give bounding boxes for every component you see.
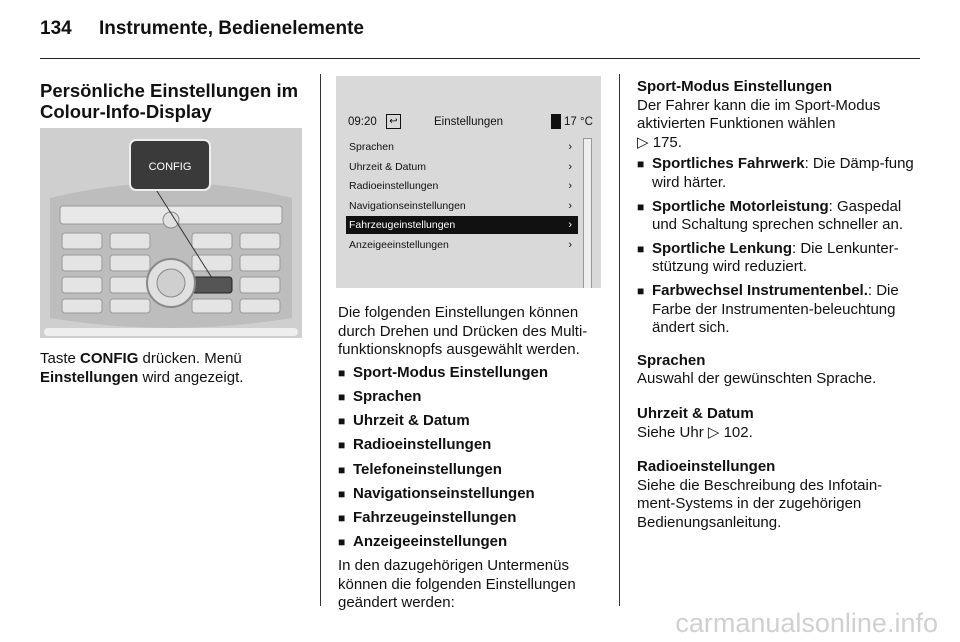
- sprachen-text: Auswahl der gewünschten Sprache.: [637, 370, 877, 388]
- chevron-right-icon: ›: [568, 180, 572, 192]
- caption-text-2: drücken. Menü: [138, 350, 242, 367]
- display-menu-item[interactable]: [346, 216, 578, 234]
- chevron-right-icon: ›: [568, 199, 572, 212]
- sport-ref: 175.: [652, 133, 682, 151]
- uhr-ref: 102.: [723, 423, 753, 441]
- display-screenshot: [336, 76, 601, 288]
- left-column: [40, 80, 308, 122]
- intro-paragraph: Die folgenden Einstellungen können durch Drehen und Drücken des Multi-funktionsknopfs ausgewählt werden.: [338, 304, 588, 359]
- display-menu-item-label: Navigationseinstellungen: [349, 199, 466, 212]
- column-divider-1: [320, 74, 321, 606]
- settings-list-item: ■ Sprachen: [338, 388, 610, 407]
- sport-item: [637, 240, 915, 277]
- display-menu-item-label: Fahrzeugeinstellungen: [349, 219, 456, 231]
- sport-item-title: Farbwechsel Instrumentenbel.: [652, 281, 868, 299]
- settings-list-item: ■ Uhrzeit & Datum: [338, 412, 610, 431]
- display-title: Einstellungen: [434, 116, 504, 128]
- settings-list-item: ■ Sport-Modus Einstellungen: [338, 364, 610, 383]
- display-time: 09:20: [348, 116, 377, 128]
- settings-list-item: ■ Fahrzeugeinstellungen: [338, 509, 610, 528]
- display-menu-item[interactable]: [346, 158, 578, 176]
- middle-column: [338, 304, 610, 613]
- radio-heading: Radioeinstellungen: [637, 458, 776, 476]
- page-ref-icon: ▷: [707, 423, 720, 441]
- display-menu-item-label: Radioeinstellungen: [349, 180, 439, 192]
- settings-list-item: ■ Telefoneinstellungen: [338, 461, 610, 480]
- radio-text: Siehe die Beschreibung des Infotain-ment-Systems in der zugehörigen Bedienungsanleitung.: [637, 476, 883, 531]
- display-menu-item-label: Uhrzeit & Datum: [349, 160, 427, 173]
- settings-list: [338, 364, 610, 552]
- sport-item-title: Sportliches Fahrwerk: [652, 155, 805, 173]
- sport-item-text: : Die Farbe der Instrumenten-beleuchtung ändert sich.: [652, 281, 899, 337]
- page-number: 134: [40, 18, 72, 39]
- right-column: [637, 78, 915, 532]
- display-menu-item-label: Sprachen: [349, 141, 394, 153]
- page-title: Instrumente, Bedienelemente: [98, 18, 365, 39]
- display-menu-item[interactable]: [346, 236, 578, 254]
- sport-item-text: : Gaspedal und Schaltung sprechen schneller an.: [652, 197, 904, 234]
- chevron-right-icon: ›: [568, 219, 572, 231]
- display-topbar: [346, 114, 594, 132]
- header-rule: [40, 58, 920, 59]
- caption-einstellungen: Einstellungen: [40, 368, 139, 386]
- sport-item: [637, 155, 915, 192]
- uhr-text-body: Siehe Uhr: [637, 423, 704, 441]
- sport-heading: Sport-Modus Einstellungen: [637, 78, 832, 95]
- chevron-right-icon: ›: [568, 160, 572, 173]
- caption-text-3: wird angezeigt.: [138, 368, 244, 386]
- watermark: carmanualsonline.info: [675, 608, 938, 638]
- sport-item-text: : Die Dämp-fung wird härter.: [652, 155, 914, 191]
- column-divider-2: [619, 74, 620, 606]
- display-temp: 17 °C: [564, 116, 593, 128]
- display-menu-item-label: Anzeigeeinstellungen: [349, 238, 449, 251]
- config-button-label: CONFIG: [148, 161, 192, 173]
- uhr-text: [637, 424, 915, 443]
- chevron-right-icon: ›: [568, 141, 572, 153]
- display-menu-item[interactable]: [346, 138, 578, 156]
- console-illustration: [40, 128, 302, 338]
- back-icon: ↩: [386, 114, 401, 129]
- sport-text-body: Der Fahrer kann die im Sport-Modus aktivierten Funktionen wählen: [637, 96, 881, 133]
- sprachen-heading: Sprachen: [637, 351, 706, 369]
- chevron-right-icon: ›: [568, 238, 572, 251]
- sport-item-text: : Die Lenkunter-stützung wird reduziert.: [652, 239, 899, 276]
- display-scrollbar: [583, 138, 592, 288]
- caption-config: CONFIG: [80, 350, 139, 367]
- sport-item-title: Sportliche Lenkung: [652, 239, 793, 257]
- settings-list-item: ■ Anzeigeeinstellungen: [338, 533, 610, 552]
- sport-items-list: [637, 155, 915, 337]
- display-menu-item[interactable]: [346, 197, 578, 215]
- section-heading: Persönliche Einstellungen im Colour-Info-Display: [40, 80, 299, 122]
- sport-item: [637, 198, 915, 235]
- sport-text: [637, 97, 915, 153]
- outro-paragraph: In den dazugehörigen Untermenüs können die folgenden Einstellungen geändert werden:: [338, 557, 576, 612]
- left-caption: [40, 350, 310, 387]
- settings-list-item: ■ Radioeinstellungen: [338, 436, 610, 455]
- page-ref-icon: ▷: [637, 133, 649, 151]
- thermometer-icon: [551, 114, 561, 129]
- sport-item: [637, 282, 915, 338]
- sport-item-title: Sportliche Motorleistung: [652, 197, 829, 215]
- display-menu-item[interactable]: [346, 177, 578, 195]
- settings-list-item: ■ Navigationseinstellungen: [338, 485, 610, 504]
- uhr-heading: Uhrzeit & Datum: [637, 404, 754, 422]
- caption-paragraph: [40, 350, 310, 387]
- console-photo: [40, 128, 302, 338]
- page-header: [40, 18, 364, 40]
- caption-text: Taste: [40, 350, 81, 367]
